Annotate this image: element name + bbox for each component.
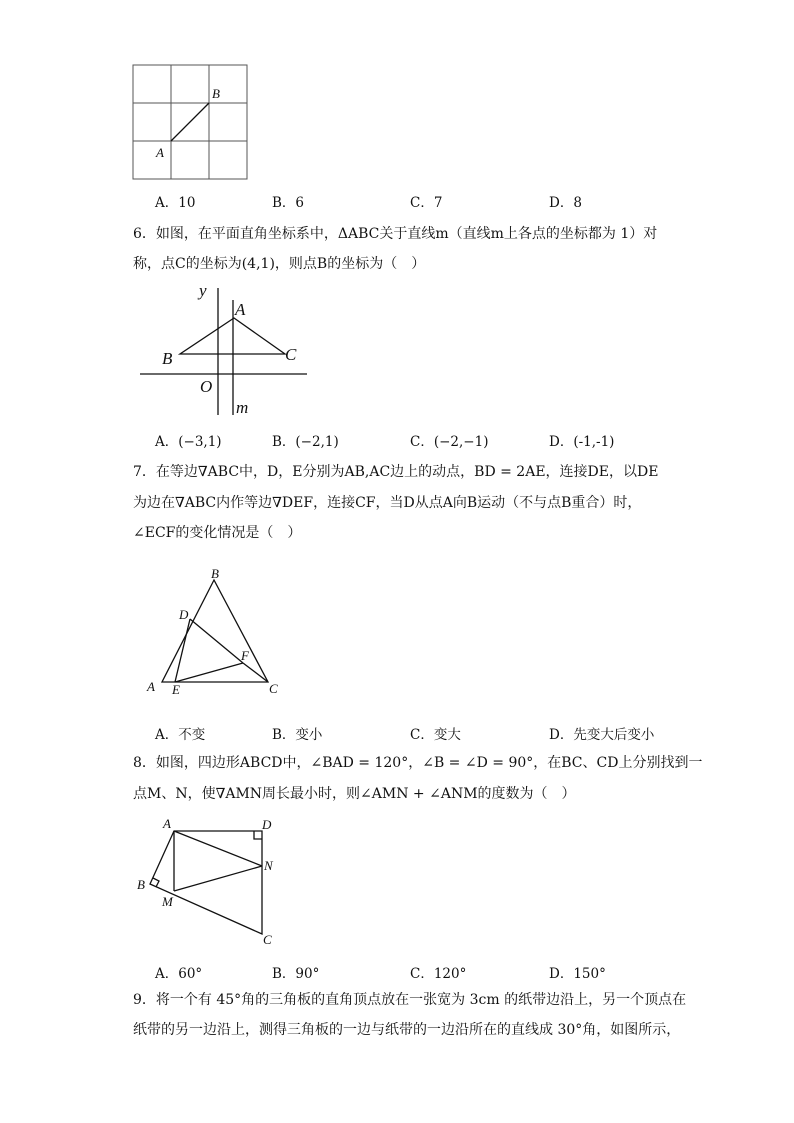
q8-option-d[interactable]: D．150° <box>549 966 606 982</box>
segment-df <box>190 619 243 663</box>
q6-option-c[interactable]: C．(−2,−1) <box>410 434 489 450</box>
label-b: B <box>137 877 145 892</box>
segment-cf <box>243 663 268 682</box>
q7-triangle-figure <box>140 564 290 699</box>
label-o: O <box>200 377 213 396</box>
segment-de <box>175 619 190 682</box>
q6-option-b[interactable]: B．(−2,1) <box>272 434 339 450</box>
label-d: D <box>262 817 272 832</box>
q7-option-c[interactable]: C．变大 <box>410 727 461 743</box>
label-e: E <box>172 682 180 697</box>
q7-option-b[interactable]: B．变小 <box>272 727 323 743</box>
q8-stem-line1: 8．如图，四边形ABCD中，∠BAD = 120°，∠B = ∠D = 90°，在BC、CD上分别找到一 <box>133 755 703 771</box>
q6-option-d[interactable]: D．(-1,-1) <box>549 434 615 450</box>
label-c: C <box>285 345 297 364</box>
q5-option-b[interactable]: B．6 <box>272 195 305 211</box>
segment-mn <box>174 866 262 891</box>
label-b: B <box>162 349 173 368</box>
q6-option-a[interactable]: A．(−3,1) <box>155 434 222 450</box>
q5-option-c[interactable]: C．7 <box>410 195 443 211</box>
q6-stem-line1: 6．如图，在平面直角坐标系中，ΔABC关于直线m（直线m上各点的坐标都为 1）对 <box>133 226 658 242</box>
label-m: m <box>236 398 249 417</box>
q7-stem-line3: ∠ECF的变化情况是（ ） <box>133 525 302 541</box>
label-a: A <box>235 300 246 319</box>
label-a: A <box>156 145 164 160</box>
right-angle-d <box>254 831 262 839</box>
label-y: y <box>199 281 207 300</box>
q8-option-c[interactable]: C．120° <box>410 966 467 982</box>
label-b: B <box>212 86 220 101</box>
label-f: F <box>241 648 249 663</box>
q9-stem-line2: 纸带的另一边沿上，测得三角板的一边与纸带的一边沿所在的直线成 30°角，如图所示， <box>133 1022 681 1038</box>
q5-grid-figure <box>128 60 254 186</box>
label-c: C <box>263 932 272 947</box>
q6-stem-line2: 称，点C的坐标为(4,1)，则点B的坐标为（ ） <box>133 256 426 272</box>
q7-stem-line2: 为边在∇ABC内作等边∇DEF，连接CF，当D从点A向B运动（不与点B重合）时， <box>133 495 642 511</box>
q5-option-a[interactable]: A．10 <box>155 195 196 211</box>
q8-stem-line2: 点M、N，使∇AMN周长最小时，则∠AMN + ∠ANM的度数为（ ） <box>133 786 576 802</box>
segment-an <box>174 831 262 866</box>
label-a: A <box>147 679 155 694</box>
label-c: C <box>269 681 278 696</box>
label-d: D <box>179 607 189 622</box>
q9-stem-line1: 9．将一个有 45°角的三角板的直角顶点放在一张宽为 3cm 的纸带边沿上，另一个顶点在 <box>133 992 687 1008</box>
q7-stem-line1: 7．在等边∇ABC中，D，E分别为AB,AC边上的动点，BD = 2AE，连接DE，以DE <box>133 464 659 480</box>
q8-option-b[interactable]: B．90° <box>272 966 320 982</box>
segment-ef <box>175 663 243 682</box>
label-b: B <box>211 566 219 581</box>
q6-coordinate-figure <box>135 280 315 420</box>
label-n: N <box>264 858 273 873</box>
q8-option-a[interactable]: A．60° <box>155 966 203 982</box>
triangle-abc <box>162 580 268 682</box>
label-a: A <box>163 816 171 831</box>
q7-option-d[interactable]: D．先变大后变小 <box>549 727 655 743</box>
q7-option-a[interactable]: A．不变 <box>155 727 206 743</box>
q5-option-d[interactable]: D．8 <box>549 195 582 211</box>
segment-ab <box>171 103 209 141</box>
q8-quadrilateral-figure <box>132 814 282 949</box>
label-m: M <box>162 894 173 909</box>
